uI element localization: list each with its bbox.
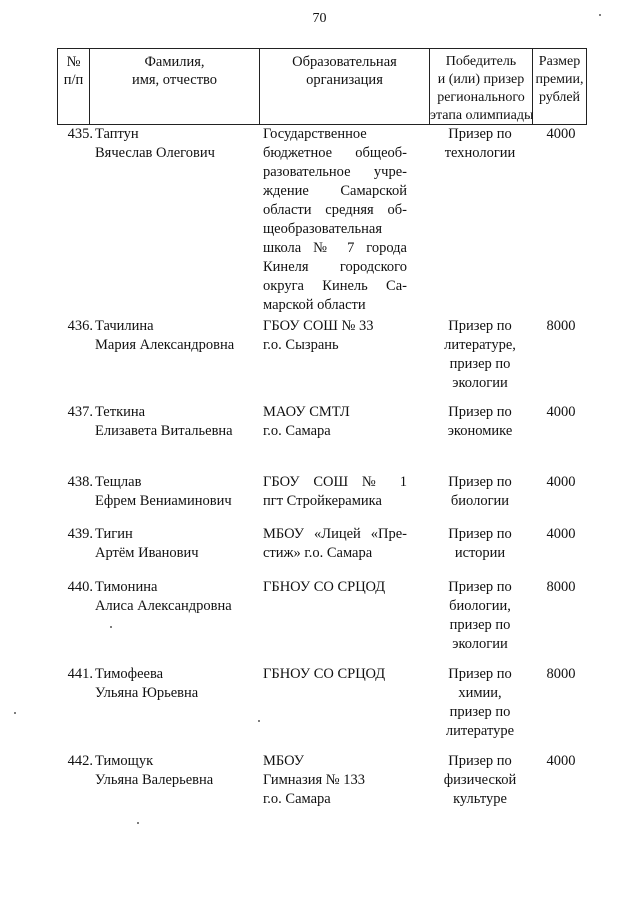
award-line: Призер по (448, 474, 512, 490)
org-line: г.о. Сызрань (263, 337, 339, 353)
surname: Тимофеева (95, 666, 164, 682)
award-line: биологии (450, 493, 510, 509)
row-number: 436. (67, 318, 93, 334)
award (431, 525, 529, 563)
award-line: Призер по (448, 579, 512, 595)
award-line: призер по (449, 704, 511, 720)
award (431, 752, 529, 809)
row-number: 442. (67, 753, 93, 769)
header-text: Размер (538, 54, 581, 69)
org-line: ГБОУ СОШ № 1 (263, 474, 407, 490)
org-line: пгт Стройкерамика (263, 493, 382, 509)
organization (263, 525, 407, 563)
organization (263, 473, 407, 511)
header-col-name (90, 49, 260, 124)
org-line: ГБНОУ СО СРЦОД (263, 579, 386, 595)
organization (263, 317, 407, 355)
scan-speck (258, 720, 260, 722)
given-names: Ульяна Юрьевна (95, 685, 199, 701)
org-line: МБОУ (263, 753, 305, 769)
award-line: экологии (452, 636, 508, 652)
header-col-prize (533, 49, 587, 124)
header-text: рублей (538, 90, 581, 105)
award-line: Призер по (448, 126, 512, 142)
given-names: Артём Иванович (95, 545, 199, 561)
header-col-organization (260, 49, 430, 124)
person-name (95, 578, 265, 616)
award (431, 403, 529, 441)
surname: Тимощук (95, 753, 154, 769)
org-line: ждение Самарской (263, 183, 407, 199)
person-name (95, 665, 265, 703)
row-number: 435. (67, 126, 93, 142)
header-text: имя, отчество (131, 72, 218, 88)
org-line: г.о. Самара (263, 791, 331, 807)
given-names: Ульяна Валерьевна (95, 772, 214, 788)
award-line: литературе (445, 723, 515, 739)
given-names: Алиса Александровна (95, 598, 232, 614)
row-number: 437. (67, 404, 93, 420)
organization (263, 125, 407, 315)
surname: Тачилина (95, 318, 154, 334)
award-line: литературе, (444, 337, 516, 353)
org-line: округа Кинель Са- (263, 278, 407, 294)
organization (263, 578, 407, 597)
award-line: призер по (449, 617, 511, 633)
award (431, 473, 529, 511)
scan-speck (110, 626, 112, 628)
award-line: Призер по (448, 526, 512, 542)
award-line: Призер по (448, 404, 512, 420)
header-text: Победитель (445, 54, 517, 69)
prize-amount: 4000 (546, 126, 576, 142)
header-text: премии, (535, 72, 584, 87)
header-col-number (58, 49, 90, 124)
organization (263, 403, 407, 441)
award-line: Призер по (448, 666, 512, 682)
prize-amount: 4000 (546, 404, 576, 420)
award (431, 317, 529, 393)
award-line: культуре (453, 791, 507, 807)
scan-speck (137, 822, 139, 824)
award-line: Призер по (448, 753, 512, 769)
award-line: истории (454, 545, 506, 561)
person-name (95, 403, 265, 441)
org-line: бюджетное общеоб- (263, 145, 407, 161)
award (431, 125, 529, 163)
org-line: области средняя об- (263, 202, 407, 218)
award-line: химии, (458, 685, 502, 701)
surname: Тещлав (95, 474, 142, 490)
header-text: № (66, 54, 81, 70)
prize-amount: 4000 (546, 753, 576, 769)
person-name (95, 317, 265, 355)
surname: Тимонина (95, 579, 158, 595)
org-line: г.о. Самара (263, 423, 331, 439)
page-number: 70 (312, 11, 327, 26)
org-line: стиж» г.о. Самара (263, 545, 373, 561)
prize-amount: 8000 (546, 579, 576, 595)
row-number: 441. (67, 666, 93, 682)
person-name (95, 125, 265, 163)
award (431, 665, 529, 741)
surname: Теткина (95, 404, 146, 420)
award-line: технологии (444, 145, 516, 161)
award-line: Призер по (448, 318, 512, 334)
org-line: ГБНОУ СО СРЦОД (263, 666, 386, 682)
org-line: разовательное учре- (263, 164, 407, 180)
given-names: Мария Александровна (95, 337, 235, 353)
header-text: Образовательная (292, 54, 397, 70)
given-names: Ефрем Вениаминович (95, 493, 232, 509)
org-line: Кинеля городского (263, 259, 407, 275)
person-name (95, 752, 265, 790)
prize-amount: 8000 (546, 318, 576, 334)
surname: Таптун (95, 126, 139, 142)
row-number: 438. (67, 474, 93, 490)
award (431, 578, 529, 654)
org-line: щеобразовательная (263, 221, 383, 237)
prize-amount: 4000 (546, 526, 576, 542)
header-text: организация (306, 72, 383, 88)
scan-speck (599, 14, 601, 16)
header-text: и (или) призер (437, 72, 525, 87)
organization (263, 752, 407, 809)
org-line: Гимназия № 133 (263, 772, 365, 788)
given-names: Вячеслав Олегович (95, 145, 215, 161)
row-number: 440. (67, 579, 93, 595)
header-text: п/п (63, 72, 84, 88)
header-text: регионального (437, 90, 525, 105)
header-text: этапа олимпиады (430, 108, 534, 123)
org-line: ГБОУ СОШ № 33 (263, 318, 374, 334)
org-line: МАОУ СМТЛ (263, 404, 350, 420)
org-line: Государственное (263, 126, 367, 142)
person-name (95, 473, 265, 511)
scan-speck (14, 712, 16, 714)
award-line: призер по (449, 356, 511, 372)
header-col-award (430, 49, 533, 124)
org-line: школа № 7 города (263, 240, 407, 256)
org-line: марской области (263, 297, 366, 313)
award-line: биологии, (449, 598, 511, 614)
person-name (95, 525, 265, 563)
organization (263, 665, 407, 684)
award-line: экологии (452, 375, 508, 391)
org-line: МБОУ «Лицей «Пре- (263, 526, 407, 542)
header-text: Фамилия, (144, 54, 205, 70)
given-names: Елизавета Витальевна (95, 423, 233, 439)
prize-amount: 8000 (546, 666, 576, 682)
surname: Тигин (95, 526, 133, 542)
prize-amount: 4000 (546, 474, 576, 490)
row-number: 439. (67, 526, 93, 542)
award-line: экономике (447, 423, 513, 439)
award-line: физической (443, 772, 517, 788)
table-header (57, 48, 587, 125)
